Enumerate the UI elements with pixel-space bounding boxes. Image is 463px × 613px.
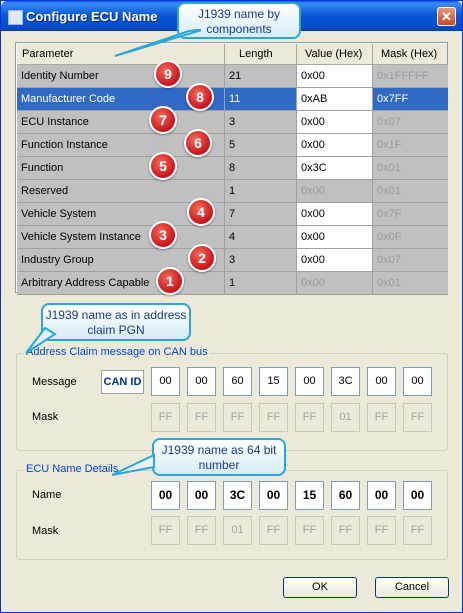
- length-cell: 11: [225, 88, 297, 111]
- mask-cell: 0x7F: [373, 203, 448, 226]
- column-header-mask[interactable]: Mask (Hex): [373, 44, 447, 65]
- column-header-length[interactable]: Length: [225, 44, 297, 65]
- table-row[interactable]: [17, 272, 448, 295]
- table-row[interactable]: [17, 180, 448, 203]
- length-cell: 1: [225, 180, 297, 203]
- name-mask-byte-field: FF: [367, 516, 396, 545]
- column-header-parameter[interactable]: Parameter: [17, 44, 225, 65]
- name-byte-field[interactable]: 15: [295, 481, 324, 510]
- length-cell: 7: [225, 203, 297, 226]
- message-byte-field[interactable]: 00: [403, 367, 432, 396]
- message-byte-field[interactable]: 3C: [331, 367, 360, 396]
- value-cell[interactable]: 0x00: [297, 134, 373, 157]
- mask-cell: 0x07: [373, 249, 448, 272]
- mask-cell: 0x01: [373, 272, 448, 295]
- parameter-cell: Manufacturer Code: [17, 88, 225, 111]
- app-icon: [8, 10, 23, 25]
- callout-address-claim-pointer: [23, 326, 63, 356]
- name-byte-field[interactable]: 00: [403, 481, 432, 510]
- value-cell[interactable]: 0x00: [297, 249, 373, 272]
- message-byte-field[interactable]: 00: [187, 367, 216, 396]
- parameter-cell: Identity Number: [17, 65, 225, 88]
- value-cell[interactable]: 0x00: [297, 203, 373, 226]
- mask-cell: 0x01: [373, 180, 448, 203]
- ecu-name-parameter-grid: [15, 42, 448, 293]
- message-byte-field[interactable]: 15: [259, 367, 288, 396]
- message-mask-byte-field: FF: [295, 403, 324, 432]
- mask-cell: 0x1F: [373, 134, 448, 157]
- callout-64-bit: J1939 name as 64 bit number: [152, 438, 286, 476]
- name-mask-byte-field: FF: [403, 516, 432, 545]
- name-mask-byte-field: FF: [259, 516, 288, 545]
- column-header-value[interactable]: Value (Hex): [297, 44, 373, 65]
- name-byte-field[interactable]: 00: [187, 481, 216, 510]
- value-cell[interactable]: 0x00: [297, 65, 373, 88]
- parameter-cell: Industry Group: [17, 249, 225, 272]
- number-badge: 8: [186, 83, 214, 111]
- value-cell[interactable]: 0x00: [297, 111, 373, 134]
- name-mask-byte-field: FF: [295, 516, 324, 545]
- parameter-cell: Reserved: [17, 180, 225, 203]
- name-mask-byte-field: FF: [331, 516, 360, 545]
- number-badge: 5: [149, 152, 177, 180]
- message-byte-field[interactable]: 00: [295, 367, 324, 396]
- value-cell[interactable]: 0x00: [297, 272, 373, 295]
- message-mask-byte-field: 01: [331, 403, 360, 432]
- length-cell: 21: [225, 65, 297, 88]
- number-badge: 6: [184, 129, 212, 157]
- mask-cell: 0x7FF: [373, 88, 448, 111]
- value-cell[interactable]: 0x3C: [297, 157, 373, 180]
- parameter-cell: Function: [17, 157, 225, 180]
- window-title: Configure ECU Name: [26, 9, 158, 24]
- mask-cell: 0x0F: [373, 226, 448, 249]
- name-mask-label: Mask: [32, 525, 59, 537]
- name-mask-byte-field: FF: [151, 516, 180, 545]
- message-mask-byte-field: FF: [187, 403, 216, 432]
- callout-components: J1939 name by components: [177, 2, 301, 39]
- table-row[interactable]: [17, 157, 448, 180]
- number-badge: 3: [149, 221, 177, 249]
- message-mask-byte-field: FF: [367, 403, 396, 432]
- mask-cell: 0x01: [373, 157, 448, 180]
- number-badge: 7: [149, 106, 177, 134]
- ecu-name-details-group-label: ECU Name Details: [26, 463, 119, 475]
- message-mask-byte-field: FF: [259, 403, 288, 432]
- length-cell: 1: [225, 272, 297, 295]
- table-row[interactable]: [17, 88, 448, 111]
- parameter-cell: Arbitrary Address Capable: [17, 272, 225, 295]
- table-row[interactable]: [17, 226, 448, 249]
- callout-components-pointer: [101, 29, 201, 59]
- parameter-cell: ECU Instance: [17, 111, 225, 134]
- cancel-button[interactable]: Cancel: [375, 577, 449, 598]
- mask-cell: 0x1FFFFF: [373, 65, 448, 88]
- callout-64-bit-pointer: [109, 453, 159, 483]
- name-byte-field[interactable]: 00: [151, 481, 180, 510]
- number-badge: 2: [188, 244, 216, 272]
- message-label: Message: [32, 376, 77, 388]
- address-claim-group-label: Address Claim message on CAN bus: [26, 346, 208, 358]
- name-mask-byte-field: FF: [187, 516, 216, 545]
- length-cell: 3: [225, 249, 297, 272]
- message-mask-byte-field: FF: [151, 403, 180, 432]
- table-row[interactable]: [17, 111, 448, 134]
- message-byte-field[interactable]: 00: [367, 367, 396, 396]
- table-row[interactable]: [17, 65, 448, 88]
- parameter-cell: Vehicle System Instance: [17, 226, 225, 249]
- ok-button[interactable]: OK: [283, 577, 357, 598]
- number-badge: 9: [154, 60, 182, 88]
- length-cell: 4: [225, 226, 297, 249]
- address-mask-label: Mask: [32, 411, 59, 423]
- name-byte-field[interactable]: 00: [259, 481, 288, 510]
- number-badge: 4: [187, 198, 215, 226]
- name-mask-byte-field: 01: [223, 516, 252, 545]
- message-byte-field[interactable]: 00: [151, 367, 180, 396]
- name-byte-field[interactable]: 60: [331, 481, 360, 510]
- name-byte-field[interactable]: 3C: [223, 481, 252, 510]
- mask-cell: 0x07: [373, 111, 448, 134]
- table-row[interactable]: [17, 249, 448, 272]
- table-row[interactable]: [17, 134, 448, 157]
- table-row[interactable]: [17, 203, 448, 226]
- name-byte-field[interactable]: 00: [367, 481, 396, 510]
- callout-address-claim: J1939 name as in address claim PGN: [41, 303, 191, 341]
- message-mask-byte-field: FF: [403, 403, 432, 432]
- close-button[interactable]: ✕: [437, 7, 456, 26]
- message-byte-field[interactable]: 60: [223, 367, 252, 396]
- length-cell: 8: [225, 157, 297, 180]
- length-cell: 5: [225, 134, 297, 157]
- value-cell[interactable]: 0xAB: [297, 88, 373, 111]
- value-cell[interactable]: 0x00: [297, 180, 373, 203]
- length-cell: 3: [225, 111, 297, 134]
- message-mask-byte-field: FF: [223, 403, 252, 432]
- parameter-cell: Vehicle System: [17, 203, 225, 226]
- value-cell[interactable]: 0x00: [297, 226, 373, 249]
- name-label: Name: [32, 489, 62, 501]
- parameter-cell: Function Instance: [17, 134, 225, 157]
- can-id-button[interactable]: CAN ID: [101, 370, 144, 394]
- number-badge: 1: [156, 267, 184, 295]
